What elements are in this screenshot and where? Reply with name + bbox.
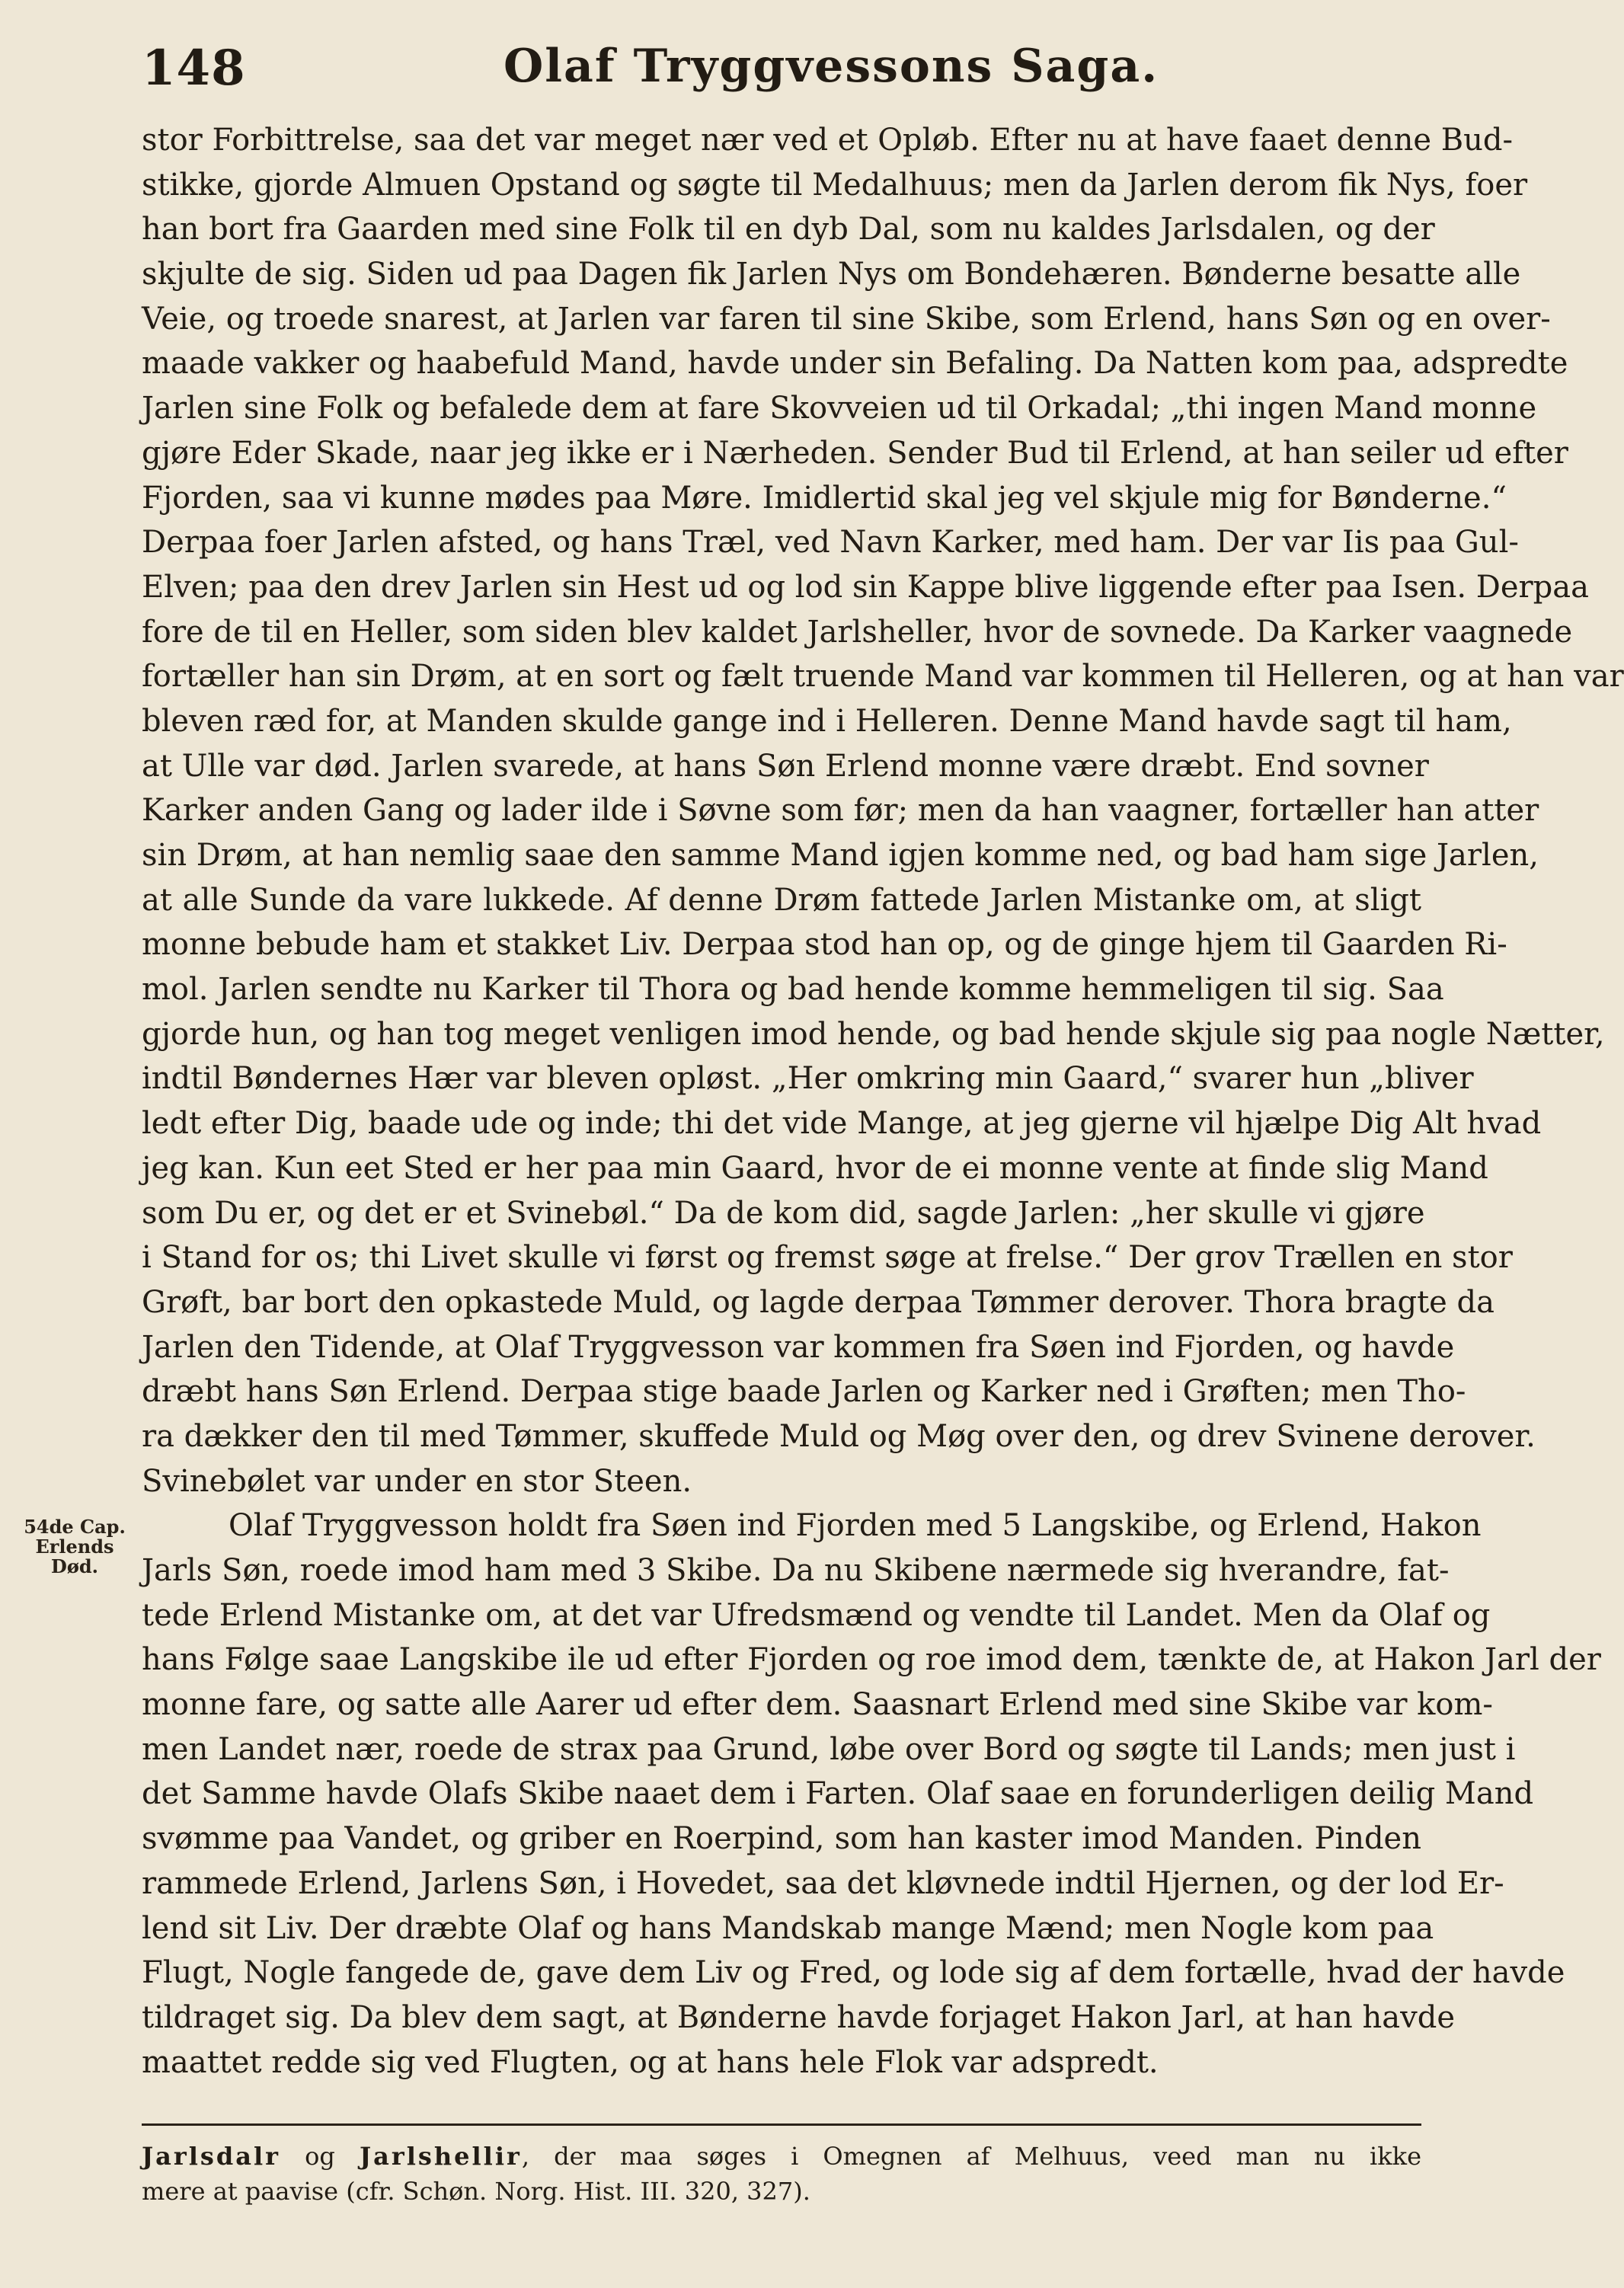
text-line: fortæller han sin Drøm, at en sort og fælt truende Mand var kommen til Helleren, og at han var bbox=[142, 659, 1624, 695]
text-line: indtil Bøndernes Hær var bleven opløst. „Her omkring min Gaard,“ svarer hun „bliver bbox=[142, 1061, 1474, 1097]
text-line: bleven ræd for, at Manden skulde gange ind i Helleren. Denne Mand havde sagt til ham, bbox=[142, 703, 1512, 739]
text-line: hans Følge saae Langskibe ile ud efter Fjorden og roe imod dem, tænkte de, at Hakon Jarl der bbox=[142, 1642, 1601, 1678]
footnote-text: , der maa søges i Omegnen af Melhuus, veed man nu ikke bbox=[521, 2142, 1422, 2171]
text-line: Jarls Søn, roede imod ham med 3 Skibe. Da nu Skibene nærmede sig hverandre, fat- bbox=[142, 1553, 1450, 1588]
text-line: fore de til en Heller, som siden blev kaldet Jarlsheller, hvor de sovnede. Da Karker vaagnede bbox=[142, 614, 1573, 650]
margin-note-line: 54de Cap. bbox=[24, 1516, 126, 1538]
page-number: 148 bbox=[142, 40, 246, 97]
text-line: mol. Jarlen sendte nu Karker til Thora og bad hende komme hemmeligen til sig. Saa bbox=[142, 972, 1444, 1008]
footnote-line-1 bbox=[142, 2139, 1421, 2174]
paragraph-2 bbox=[142, 1503, 1601, 2085]
text-line: som Du er, og det er et Svinebøl.“ Da de kom did, sagde Jarlen: „her skulle vi gjøre bbox=[142, 1195, 1425, 1231]
text-line: rammede Erlend, Jarlens Søn, i Hovedet, saa det kløvnede indtil Hjernen, og der lod Er- bbox=[142, 1865, 1504, 1901]
text-line: men Landet nær, roede de strax paa Grund, løbe over Bord og søgte til Lands; men just i bbox=[142, 1731, 1516, 1767]
running-title: Olaf Tryggvessons Saga. bbox=[504, 40, 1159, 93]
text-line: monne fare, og satte alle Aarer ud efter dem. Saasnart Erlend med sine Skibe var kom- bbox=[142, 1687, 1493, 1723]
text-line: Derpaa foer Jarlen afsted, og hans Træl, ved Navn Karker, med ham. Der var Iis paa Gul- bbox=[142, 525, 1519, 561]
footnote-connector: og bbox=[305, 2142, 335, 2171]
text-line: sin Drøm, at han nemlig saae den samme Mand igjen komme ned, og bad ham sige Jarlen, bbox=[142, 838, 1539, 873]
text-line: Jarlen sine Folk og befalede dem at fare Skovveien ud til Orkadal; „thi ingen Mand monne bbox=[142, 391, 1537, 427]
text-line: Flugt, Nogle fangede de, gave dem Liv og Fred, og lode sig af dem fortælle, hvad der havde bbox=[142, 1955, 1565, 1991]
text-line: han bort fra Gaarden med sine Folk til en dyb Dal, som nu kaldes Jarlsdalen, og der bbox=[142, 212, 1435, 248]
margin-note-line: Død. bbox=[51, 1555, 98, 1577]
text-line: at Ulle var død. Jarlen svarede, at hans Søn Erlend monne være dræbt. End sovner bbox=[142, 748, 1429, 784]
text-line: tede Erlend Mistanke om, at det var Ufredsmænd og vendte til Landet. Men da Olaf og bbox=[142, 1597, 1491, 1633]
text-line: svømme paa Vandet, og griber en Roerpind, som han kaster imod Manden. Pinden bbox=[142, 1821, 1421, 1857]
text-line: monne bebude ham et stakket Liv. Derpaa stod han op, og de ginge hjem til Gaarden Ri- bbox=[142, 927, 1507, 963]
footnote-term: Jarlsdalr bbox=[142, 2142, 281, 2171]
footnote-line-2: mere at paavise (cfr. Schøn. Norg. Hist. III. 320, 327). bbox=[142, 2177, 810, 2206]
text-line: Elven; paa den drev Jarlen sin Hest ud og lod sin Kappe blive liggende efter paa Isen. Derpaa bbox=[142, 569, 1589, 605]
text-line: dræbt hans Søn Erlend. Derpaa stige baade Jarlen og Karker ned i Grøften; men Tho- bbox=[142, 1374, 1466, 1410]
text-line: stor Forbittrelse, saa det var meget nær ved et Opløb. Efter nu at have faaet denne Bud- bbox=[142, 123, 1514, 158]
text-line: Fjorden, saa vi kunne mødes paa Møre. Imidlertid skal jeg vel skjule mig for Bønderne.“ bbox=[142, 480, 1507, 516]
margin-note bbox=[14, 1517, 136, 1577]
text-line: maattet redde sig ved Flugten, og at hans hele Flok var adspredt. bbox=[142, 2044, 1159, 2080]
footnote-term: Jarlshellir bbox=[359, 2142, 522, 2171]
text-line: ra dækker den til med Tømmer, skuffede Muld og Møg over den, og drev Svinene derover. bbox=[142, 1418, 1536, 1454]
text-line: maade vakker og haabefuld Mand, havde under sin Befaling. Da Natten kom paa, adspredte bbox=[142, 346, 1568, 382]
text-line: at alle Sunde da vare lukkede. Af denne Drøm fattede Jarlen Mistanke om, at sligt bbox=[142, 882, 1421, 918]
text-line: i Stand for os; thi Livet skulle vi først og fremst søge at frelse.“ Der grov Trællen en stor bbox=[142, 1240, 1513, 1276]
text-line: gjorde hun, og han tog meget venligen imod hende, og bad hende skjule sig paa nogle Nætter, bbox=[142, 1016, 1605, 1052]
text-line: ledt efter Dig, baade ude og inde; thi det vide Mange, at jeg gjerne vil hjælpe Dig Alt hvad bbox=[142, 1106, 1542, 1142]
text-line: jeg kan. Kun eet Sted er her paa min Gaard, hvor de ei monne vente at finde slig Mand bbox=[142, 1150, 1488, 1186]
footnote bbox=[142, 2139, 1421, 2209]
text-line: det Samme havde Olafs Skibe naaet dem i Farten. Olaf saae en forunderligen deilig Mand bbox=[142, 1776, 1534, 1812]
margin-note-line: Erlends bbox=[35, 1535, 114, 1558]
text-line: Karker anden Gang og lader ilde i Søvne som før; men da han vaagner, fortæller han atter bbox=[142, 793, 1539, 829]
text-line: Veie, og troede snarest, at Jarlen var faren til sine Skibe, som Erlend, hans Søn og en over- bbox=[142, 301, 1551, 337]
text-line: stikke, gjorde Almuen Opstand og søgte til Medalhuus; men da Jarlen derom fik Nys, foer bbox=[142, 167, 1528, 203]
text-line: Svinebølet var under en stor Steen. bbox=[142, 1463, 692, 1499]
footnote-rule bbox=[142, 2123, 1421, 2126]
paragraph-1 bbox=[142, 118, 1624, 1503]
body-text bbox=[142, 118, 1624, 2085]
page-header bbox=[142, 40, 1429, 108]
text-line: gjøre Eder Skade, naar jeg ikke er i Nærheden. Sender Bud til Erlend, at han seiler ud efter bbox=[142, 435, 1568, 471]
text-line: Jarlen den Tidende, at Olaf Tryggvesson var kommen fra Søen ind Fjorden, og havde bbox=[142, 1329, 1455, 1365]
text-line: Olaf Tryggvesson holdt fra Søen ind Fjorden med 5 Langskibe, og Erlend, Hakon bbox=[229, 1508, 1482, 1544]
text-line: lend sit Liv. Der dræbte Olaf og hans Mandskab mange Mænd; men Nogle kom paa bbox=[142, 1910, 1434, 1946]
text-line: tildraget sig. Da blev dem sagt, at Bønderne havde forjaget Hakon Jarl, at han havde bbox=[142, 1999, 1455, 2035]
text-line: skjulte de sig. Siden ud paa Dagen fik Jarlen Nys om Bondehæren. Bønderne besatte alle bbox=[142, 257, 1521, 292]
text-line: Grøft, bar bort den opkastede Muld, og lagde derpaa Tømmer derover. Thora bragte da bbox=[142, 1284, 1495, 1320]
